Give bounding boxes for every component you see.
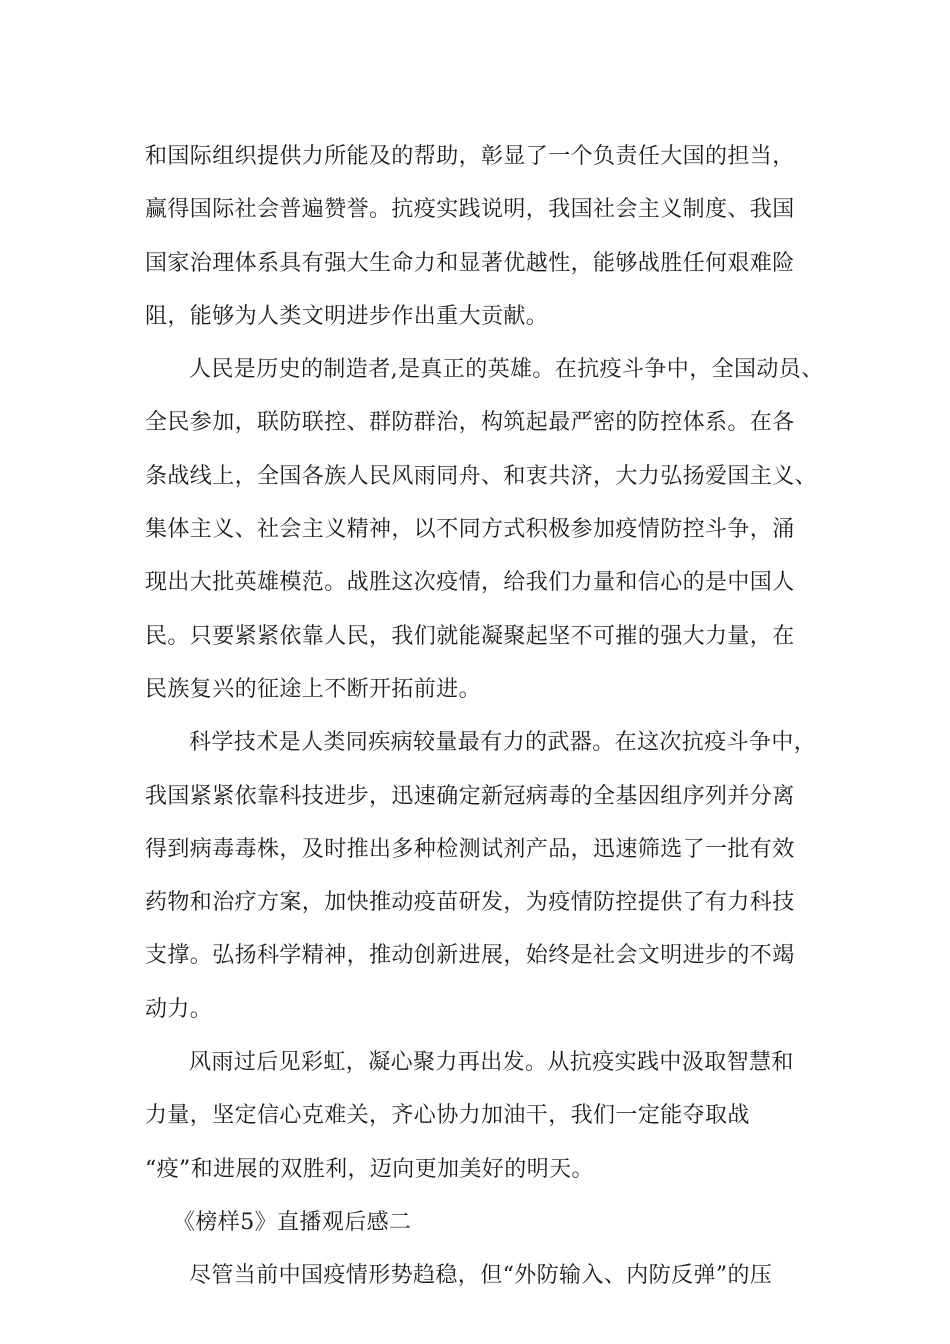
text-line: 条战线上，全国各族人民风雨同舟、和衷共济，大力弘扬爱国主义、 — [145, 463, 818, 489]
paragraph-start-line: 科学技术是人类同疾病较量最有力的武器。在这次抗疫斗争中， — [189, 730, 817, 756]
text-line: “疫”和进展的双胜利，迈向更加美好的明天。 — [145, 1156, 594, 1182]
text-line: 赢得国际社会普遍赞誉。抗疫实践说明，我国社会主义制度、我国 — [145, 197, 795, 223]
text-line: 得到病毒毒株，及时推出多种检测试剂产品，迅速筛选了一批有效 — [145, 836, 795, 862]
document-body — [145, 130, 825, 1303]
text-line: 药物和治疗方案，加快推动疫苗研发，为疫情防控提供了有力科技 — [145, 890, 795, 916]
text-line: 阻，能够为人类文明进步作出重大贡献。 — [145, 303, 549, 329]
paragraph-start-line: 风雨过后见彩虹，凝心聚力再出发。从抗疫实践中汲取智慧和 — [189, 1050, 794, 1076]
text-line: 民族复兴的征途上不断开拓前进。 — [145, 676, 482, 702]
text-line: 支撑。弘扬科学精神，推动创新进展，始终是社会文明进步的不竭 — [145, 943, 795, 969]
text-line: 动力。 — [145, 996, 213, 1022]
paragraph-start-line: 人民是历史的制造者,是真正的英雄。在抗疫斗争中，全国动员、 — [189, 357, 824, 383]
text-line: 国家治理体系具有强大生命力和显著优越性，能够战胜任何艰难险 — [145, 250, 795, 276]
text-line: 现出大批英雄模范。战胜这次疫情，给我们力量和信心的是中国人 — [145, 570, 795, 596]
text-line: 我国紧紧依靠科技进步，迅速确定新冠病毒的全基因组序列并分离 — [145, 783, 795, 809]
paragraph-start-line: 尽管当前中国疫情形势趋稳，但“外防输入、内防反弹”的压 — [189, 1263, 773, 1289]
section-heading: 《榜样5》直播观后感二 — [173, 1209, 412, 1235]
text-line: 和国际组织提供力所能及的帮助，彰显了一个负责任大国的担当， — [145, 144, 795, 169]
text-line: 民。只要紧紧依靠人民，我们就能凝聚起坚不可摧的强大力量，在 — [145, 623, 795, 649]
text-line: 全民参加，联防联控、群防群治，构筑起最严密的防控体系。在各 — [145, 410, 795, 436]
text-line: 集体主义、社会主义精神，以不同方式积极参加疫情防控斗争，涌 — [145, 517, 795, 543]
text-line: 力量，坚定信心克难关，齐心协力加油干，我们一定能夺取战 — [145, 1103, 750, 1129]
